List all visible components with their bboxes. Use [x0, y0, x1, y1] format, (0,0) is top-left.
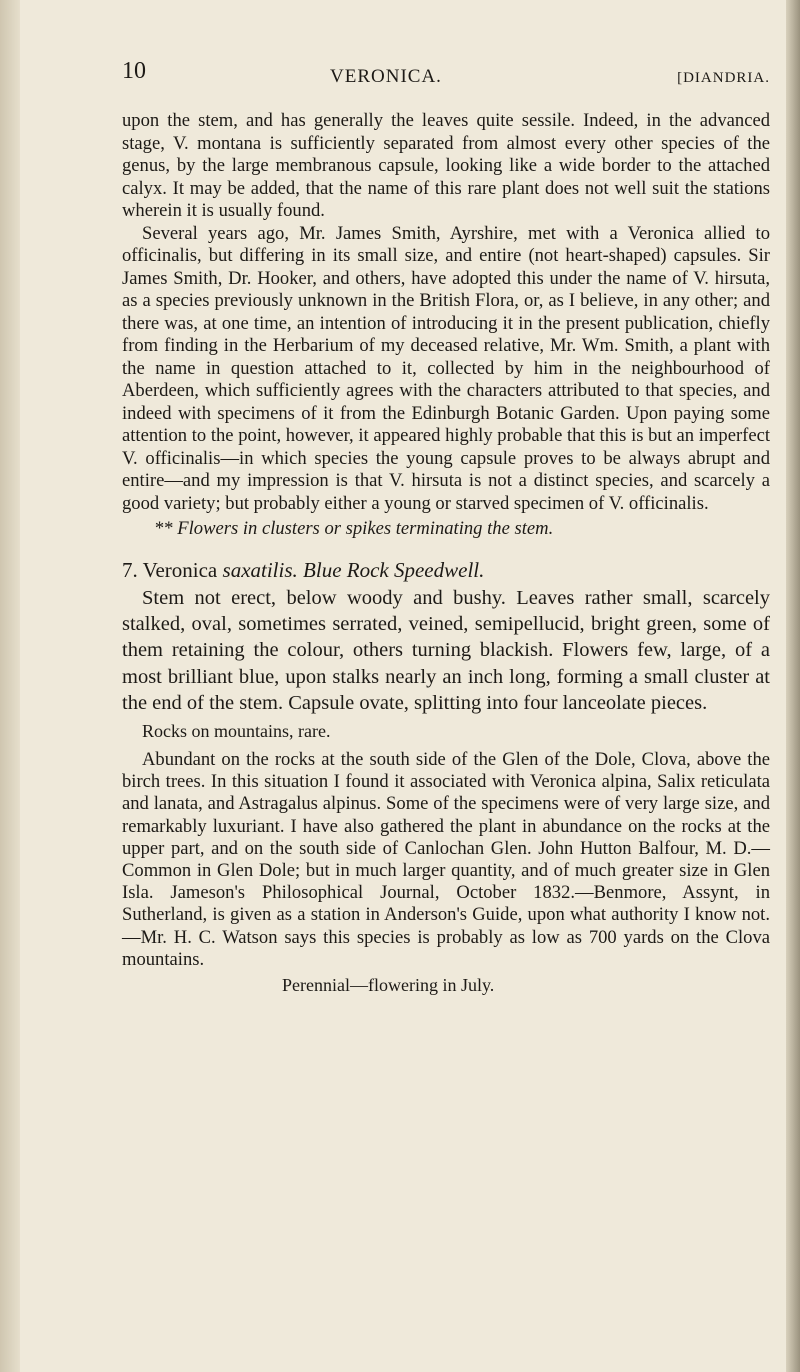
- paragraph-montana: upon the stem, and has generally the leaves quite sessile. Indeed, in the advanced stage, V. montana is sufficiently separated from almost every other species of the genus, by the large membranous capsule, looking like a wide border to the attached calyx. It may be added, that the name of this rare plant does not well suit the stations wherein it is usually found.: [122, 110, 770, 221]
- section-label: [DIANDRIA.: [677, 70, 770, 86]
- page-body: [122, 110, 770, 997]
- species-common-name: Blue Rock Speedwell.: [303, 558, 485, 582]
- page-left-edge: [0, 0, 20, 1372]
- species-genus: Veronica: [142, 558, 218, 582]
- species-entry: [122, 555, 770, 716]
- paragraph-hirsuta: Several years ago, Mr. James Smith, Ayrshire, met with a Veronica allied to officinalis, but differing in its small size, and entire (not heart-shaped) capsules. Sir James Smith, Dr. Hooker, and others, have adopted this under the name of V. hirsuta, as a species previously unknown in the British Flora, or, as I believe, in any other; and there was, at one time, an intention of introducing it in the present publication, chiefly from finding in the Herbarium of my deceased relative, Mr. Wm. Smith, a plant with the name in question attached to it, collected by him in the neighbourhood of Aberdeen, which sufficiently agrees with the characters attributed to that species, and indeed with specimens of it from the Edinburgh Botanic Garden. Upon paying some attention to the point, however, it appeared highly probable that this is but an imperfect V. officinalis—in which species the young capsule proves to be always abrupt and entire—and my impression is that V. hirsuta is not a distinct species, and scarcely a good variety; but probably either a young or starved specimen of V. officinalis.: [122, 222, 770, 514]
- continued-text: [122, 110, 770, 515]
- species-title: [122, 555, 770, 585]
- page-right-edge: [786, 0, 800, 1372]
- page-header: [122, 58, 770, 88]
- species-number: 7.: [122, 558, 138, 582]
- species-epithet: saxatilis.: [222, 558, 298, 582]
- species-duration: Perennial—flowering in July.: [282, 975, 495, 996]
- running-head: VERONICA.: [330, 66, 442, 87]
- species-description: Stem not erect, below woody and bushy. Leaves rather small, scarcely stalked, oval, sometimes serrated, veined, semipellucid, bright green, some of them retaining the colour, others turning blackish. Flowers few, large, of a most brilliant blue, upon stalks nearly an inch long, forming a small cluster at the end of the stem. Capsule ovate, splitting into four lanceolate pieces.: [122, 587, 770, 714]
- subsection-heading: ** Flowers in clusters or spikes terminating the stem.: [154, 518, 554, 539]
- species-habitat: Rocks on mountains, rare.: [142, 721, 331, 742]
- observations-text: Abundant on the rocks at the south side of the Glen of the Dole, Clova, above the birch trees. In this situation I found it associated with Veronica alpina, Salix reticulata and lanata, and Astragalus alpinus. Some of the specimens were of very large size, and remarkably luxuriant. I have also gathered the plant in abundance on the rocks at the upper part, and on the south side of Canlochan Glen. John Hutton Balfour, M. D.— Common in Glen Dole; but in much larger quantity, and of much greater size in Glen Isla. Jameson's Philosophical Journal, October 1832.—Benmore, Assynt, in Sutherland, is given as a station in Anderson's Guide, upon what authority I know not.—Mr. H. C. Watson says this species is probably as low as 700 yards on the Clova mountains.: [122, 749, 770, 970]
- species-observations: [122, 749, 770, 971]
- page-number: 10: [122, 58, 146, 84]
